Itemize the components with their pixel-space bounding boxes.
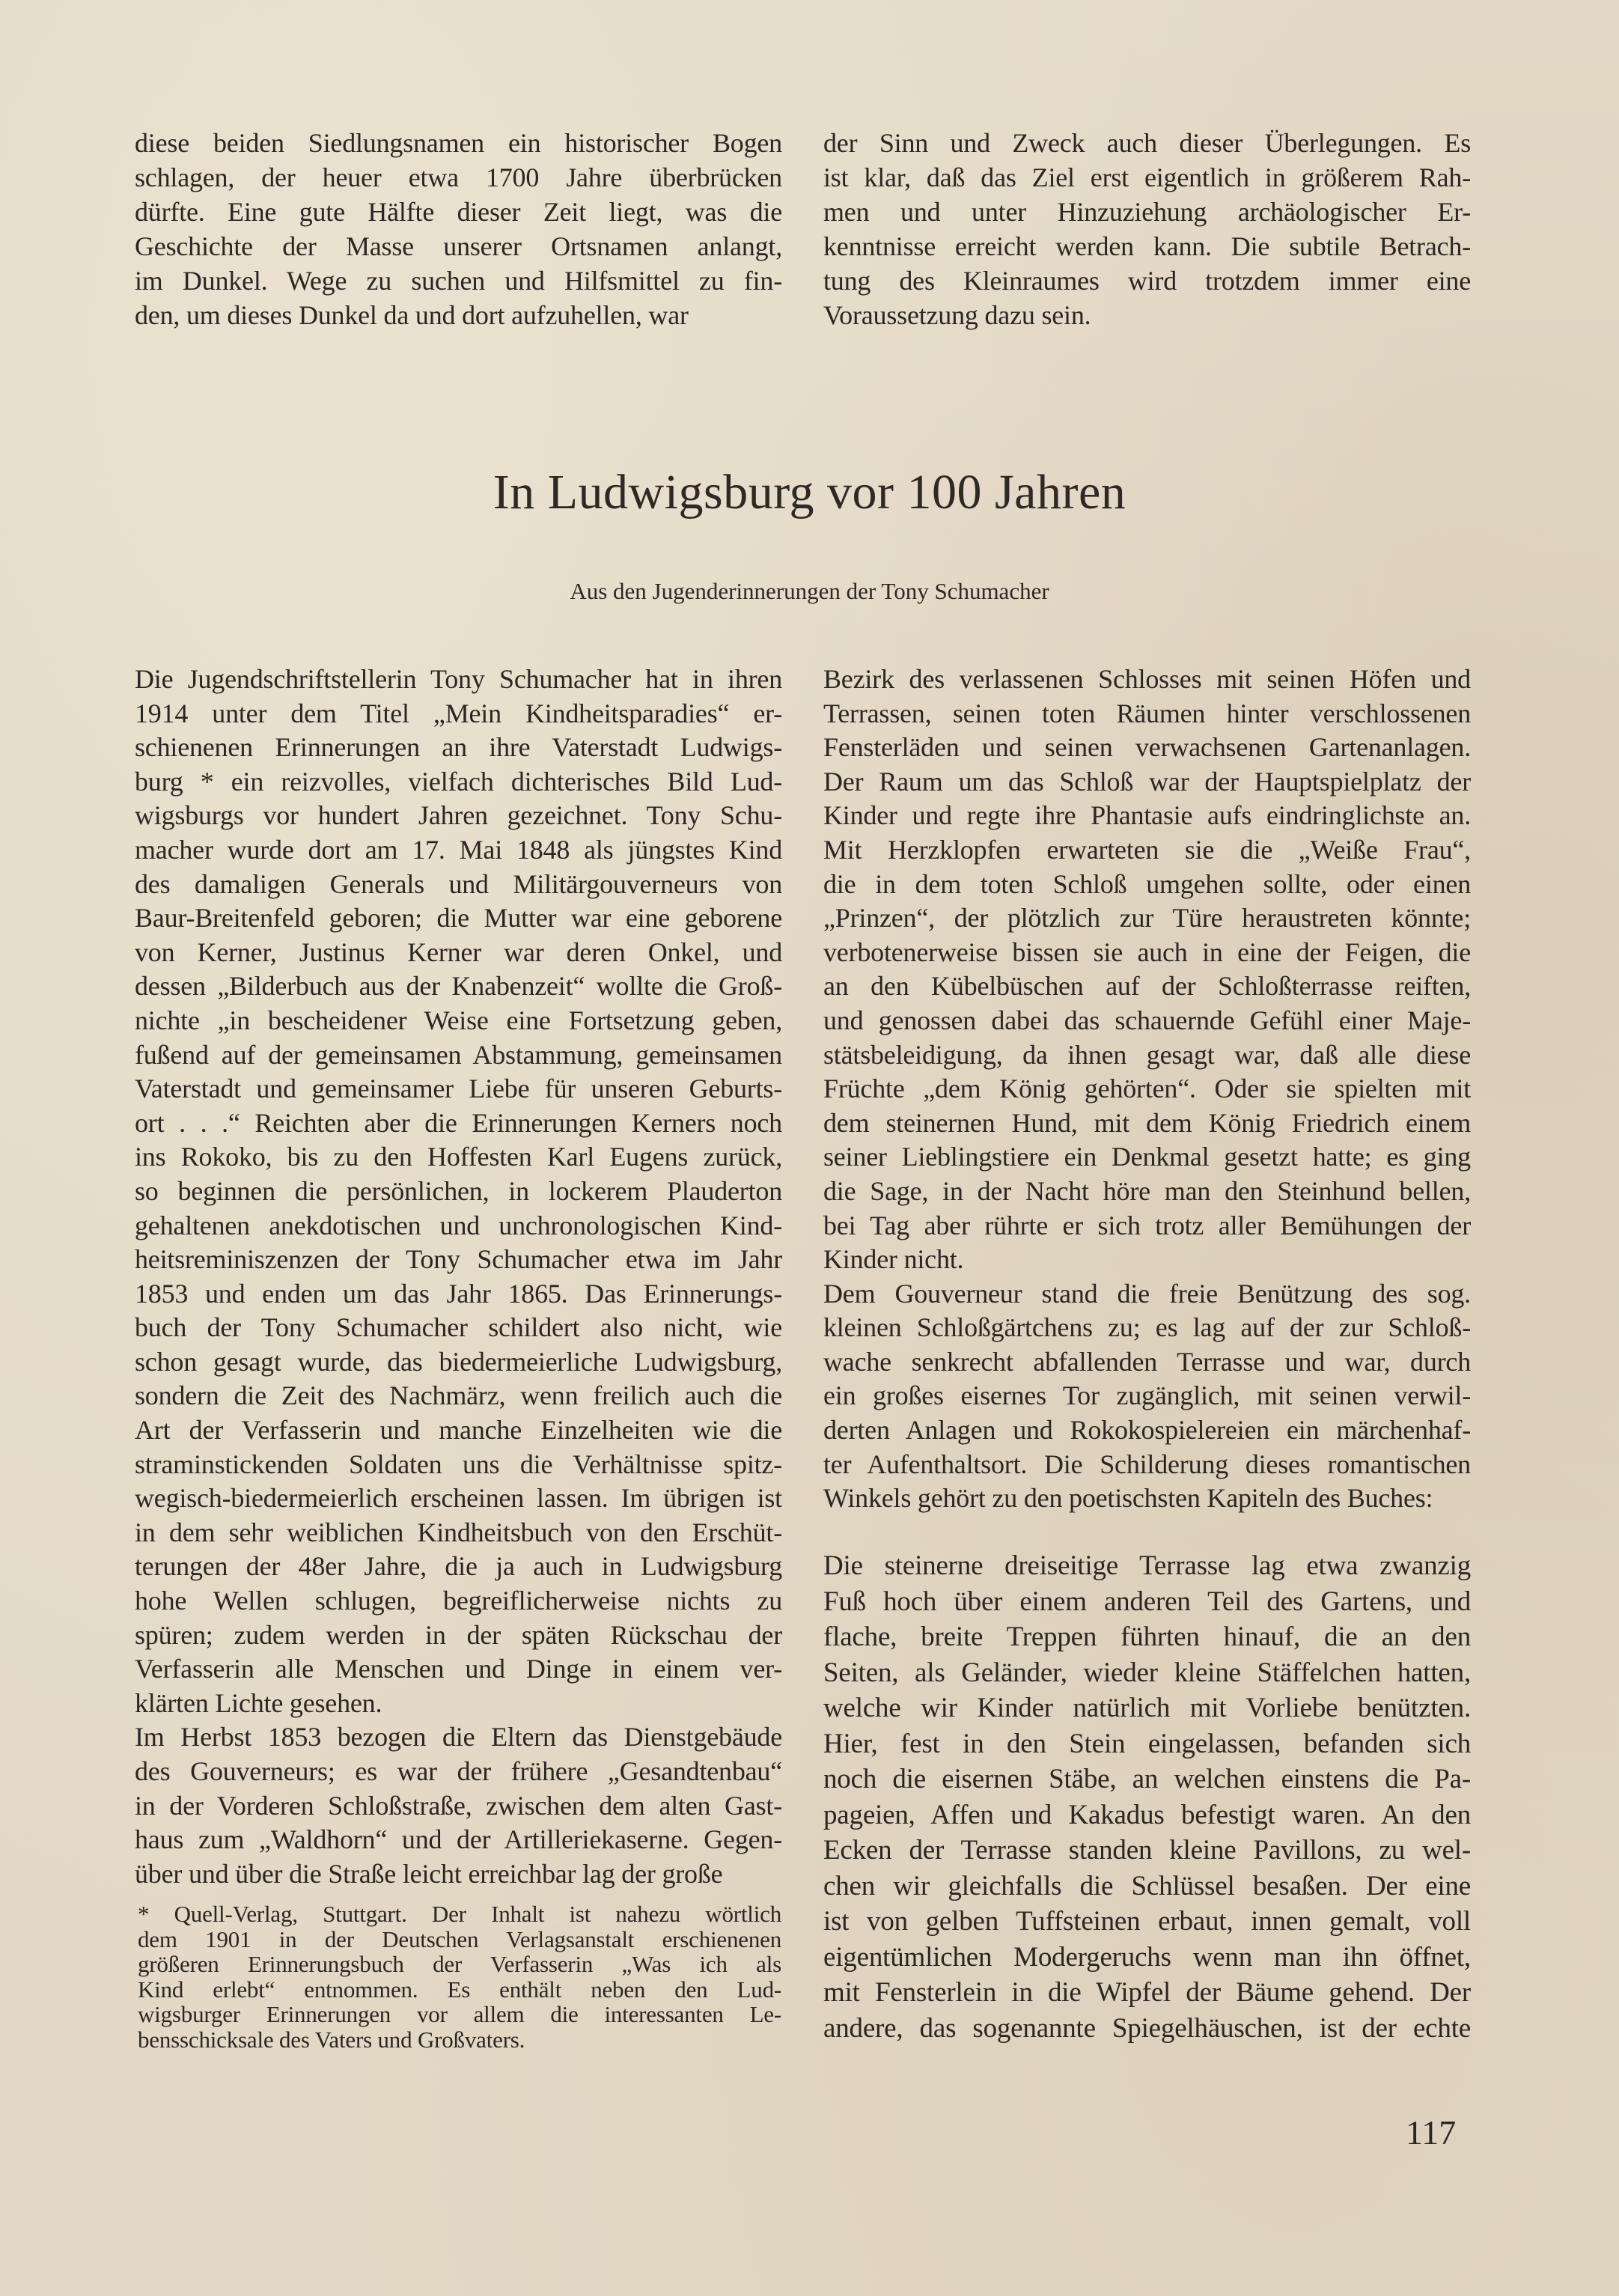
text-line: die Sage, in der Nacht höre man den Steinhund bellen, [823, 1175, 1471, 1206]
text-line: dürfte. Eine gute Hälfte dieser Zeit liegt, was die [135, 197, 782, 227]
text-line: chen wir gleichfalls die Schlüssel besaßen. Der eine [823, 1870, 1471, 1901]
text-line: wegisch-biedermeierlich erscheinen lassen. Im übrigen ist [135, 1483, 782, 1514]
text-line: mit Fensterlein in die Wipfel der Bäume gehend. Der [823, 1977, 1471, 2008]
text-line: des damaligen Generals und Militärgouverneurs von [135, 868, 782, 899]
text-line: wache senkrecht abfallenden Terrasse und war, durch [823, 1346, 1471, 1377]
text-line: verbotenerweise bissen sie auch in eine der Feigen, die [823, 937, 1471, 967]
text-line: Kinder und regte ihre Phantasie aufs eindringlichste an. [823, 800, 1471, 831]
text-line: „Prinzen“, der plötzlich zur Türe heraustreten könnte; [823, 903, 1471, 934]
text-line: an den Kübelbüschen auf der Schloßterrasse reiften, [823, 971, 1471, 1002]
text-line: gehaltenen anekdotischen und unchronologischen Kind- [135, 1210, 782, 1240]
text-line: des Gouverneurs; es war der frühere „Gesandtenbau“ [135, 1756, 782, 1786]
text-line: wigsburgs vor hundert Jahren gezeichnet. Tony Schu- [135, 800, 782, 831]
text-line: haus zum „Waldhorn“ und der Artilleriekaserne. Gegen- [135, 1824, 782, 1855]
text-line: schienenen Erinnerungen an ihre Vaterstadt Ludwigs- [135, 732, 782, 763]
text-line: Seiten, als Geländer, wieder kleine Stäffelchen hatten, [823, 1657, 1471, 1688]
text-line: sondern die Zeit des Nachmärz, wenn freilich auch die [135, 1380, 782, 1411]
text-line: im Dunkel. Wege zu suchen und Hilfsmittel zu fin- [135, 266, 782, 296]
text-line: straminstickenden Soldaten uns die Verhältnisse spitz- [135, 1449, 782, 1479]
text-line: Verfasserin alle Menschen und Dinge in einem ver- [135, 1654, 782, 1684]
page-number: 117 [1406, 2113, 1457, 2152]
text-line: ein großes eisernes Tor zugänglich, mit seinen verwil- [823, 1380, 1471, 1411]
text-line: Kinder nicht. [823, 1244, 964, 1275]
text-line: schon gesagt wurde, das biedermeierliche Ludwigsburg, [135, 1346, 782, 1377]
text-line: spüren; zudem werden in der späten Rückschau der [135, 1619, 782, 1650]
article-subtitle: Aus den Jugenderinnerungen der Tony Schumacher [570, 578, 1049, 604]
text-line: welche wir Kinder natürlich mit Vorliebe benützten. [823, 1693, 1471, 1723]
article-title: In Ludwigsburg vor 100 Jahren [493, 465, 1126, 520]
text-line: Winkels gehört zu den poetischsten Kapiteln des Buches: [823, 1483, 1433, 1514]
text-line: Vaterstadt und gemeinsamer Liebe für unseren Geburts- [135, 1074, 782, 1104]
text-line: Kind erlebt“ entnommen. Es enthält neben den Lud- [138, 1976, 781, 2003]
text-line: Im Herbst 1853 bezogen die Eltern das Dienstgebäude [135, 1722, 782, 1753]
text-line: * Quell-Verlag, Stuttgart. Der Inhalt ist nahezu wörtlich [138, 1901, 781, 1927]
text-line: schlagen, der heuer etwa 1700 Jahre überbrücken [135, 162, 782, 192]
text-line: ins Rokoko, bis zu den Hoffesten Karl Eugens zurück, [135, 1142, 782, 1172]
text-line: in der Vorderen Schloßstraße, zwischen dem alten Gast- [135, 1790, 782, 1821]
text-line: hohe Wellen schlugen, begreiflicherweise nichts zu [135, 1586, 782, 1616]
text-line: Terrassen, seinen toten Räumen hinter verschlossenen [823, 698, 1471, 728]
text-line: fußend auf der gemeinsamen Abstammung, gemeinsamen [135, 1039, 782, 1070]
text-line: dessen „Bilderbuch aus der Knabenzeit“ wollte die Groß- [135, 971, 782, 1002]
text-line: 1914 unter dem Titel „Mein Kindheitsparadies“ er- [135, 698, 782, 728]
text-line: kleinen Schloßgärtchens zu; es lag auf der zur Schloß- [823, 1312, 1471, 1343]
previous-article-left-column [135, 126, 782, 332]
text-line: tung des Kleinraumes wird trotzdem immer eine [823, 266, 1471, 296]
text-line: terungen der 48er Jahre, die ja auch in Ludwigsburg [135, 1551, 782, 1582]
text-line: die in dem toten Schloß umgehen sollte, oder einen [823, 868, 1471, 899]
text-line: Dem Gouverneur stand die freie Benützung des sog. [823, 1278, 1471, 1309]
text-line: den, um dieses Dunkel da und dort aufzuhellen, war [135, 300, 689, 330]
text-line: so beginnen die persönlichen, in lockerem Plauderton [135, 1175, 782, 1206]
text-line: nichte „in bescheidener Weise eine Fortsetzung geben, [135, 1005, 782, 1035]
text-line: von Kerner, Justinus Kerner war deren Onkel, und [135, 937, 782, 967]
text-line: Die steinerne dreiseitige Terrasse lag etwa zwanzig [823, 1550, 1471, 1581]
text-line: Baur-Breitenfeld geboren; die Mutter war eine geborene [135, 903, 782, 934]
text-line: stätsbeleidigung, da ihnen gesagt war, daß alle diese [823, 1039, 1471, 1070]
text-line: buch der Tony Schumacher schildert also nicht, wie [135, 1312, 782, 1343]
text-line: ort . . .“ Reichten aber die Erinnerungen Kerners noch [135, 1107, 782, 1138]
previous-article-right-column [823, 126, 1471, 332]
text-line: andere, das sogenannte Spiegelhäuschen, ist der echte [823, 2012, 1471, 2044]
text-line: men und unter Hinzuziehung archäologischer Er- [823, 197, 1471, 227]
text-line: noch die eisernen Stäbe, an welchen einstens die Pa- [823, 1764, 1471, 1794]
text-line: der Sinn und Zweck auch dieser Überlegungen. Es [823, 128, 1471, 158]
text-line: pageien, Affen und Kakadus befestigt waren. An den [823, 1799, 1471, 1830]
text-line: dem steinernen Hund, mit dem König Friedrich einem [823, 1107, 1471, 1138]
text-line: Art der Verfasserin und manche Einzelheiten wie die [135, 1415, 782, 1446]
text-line: 1853 und enden um das Jahr 1865. Das Erinnerungs- [135, 1278, 782, 1309]
text-line: Mit Herzklopfen erwarteten sie die „Weiße Frau“, [823, 834, 1471, 865]
text-line: diese beiden Siedlungsnamen ein historischer Bogen [135, 128, 782, 158]
text-line: kenntnisse erreicht werden kann. Die subtile Betrach- [823, 231, 1471, 261]
text-line: Bezirk des verlassenen Schlosses mit seinen Höfen und [823, 664, 1471, 694]
text-line: dem 1901 in der Deutschen Verlagsanstalt erschienenen [138, 1925, 781, 1952]
text-line: derten Anlagen und Rokokospielereien ein märchenhaf- [823, 1415, 1471, 1446]
text-line: Voraussetzung dazu sein. [823, 300, 1091, 330]
text-line: Hier, fest in den Stein eingelassen, befanden sich [823, 1728, 1471, 1759]
text-line: wigsburger Erinnerungen vor allem die interessanten Le- [138, 2001, 781, 2027]
text-line: Früchte „dem König gehörten“. Oder sie spielten mit [823, 1074, 1471, 1104]
text-line: Die Jugendschriftstellerin Tony Schumacher hat in ihren [135, 664, 782, 694]
text-line: Fuß hoch über einem anderen Teil des Gartens, und [823, 1586, 1471, 1617]
text-line: burg * ein reizvolles, vielfach dichterisches Bild Lud- [135, 766, 782, 797]
text-line: heitsreminiszenzen der Tony Schumacher etwa im Jahr [135, 1244, 782, 1275]
text-line: bensschicksale des Vaters und Großvaters. [138, 2026, 525, 2053]
text-line: seiner Lieblingstiere ein Denkmal gesetzt hatte; es ging [823, 1142, 1471, 1172]
text-line: macher wurde dort am 17. Mai 1848 als jüngstes Kind [135, 834, 782, 865]
text-line: bei Tag aber rührte er sich trotz aller Bemühungen der [823, 1210, 1471, 1240]
text-line: ist von gelben Tuffsteinen erbaut, innen gemalt, voll [823, 1906, 1471, 1937]
text-line: eigentümlichen Modergeruchs wenn man ihn öffnet, [823, 1941, 1471, 1973]
text-line: Fensterläden und seinen verwachsenen Gartenanlagen. [823, 732, 1471, 763]
text-line: Der Raum um das Schloß war der Hauptspielplatz der [823, 766, 1471, 797]
text-line: ist klar, daß das Ziel erst eigentlich in größerem Rah- [823, 162, 1471, 192]
text-line: klärten Lichte gesehen. [135, 1687, 382, 1718]
text-line: Ecken der Terrasse standen kleine Pavillons, zu wel- [823, 1835, 1471, 1866]
article-right-column [823, 663, 1471, 1516]
text-line: Geschichte der Masse unserer Ortsnamen anlangt, [135, 231, 782, 261]
text-line: und genossen dabei das schauernde Gefühl einer Maje- [823, 1005, 1471, 1035]
footnote [138, 1901, 781, 2052]
article-left-column [135, 663, 782, 1891]
article-quote-block [823, 1548, 1471, 2046]
text-line: in dem sehr weiblichen Kindheitsbuch von den Erschüt- [135, 1517, 782, 1547]
text-line: größeren Erinnerungsbuch der Verfasserin „Was ich als [138, 1951, 781, 1977]
text-line: flache, breite Treppen führten hinauf, die an den [823, 1621, 1471, 1652]
text-line: ter Aufenthaltsort. Die Schilderung dieses romantischen [823, 1449, 1471, 1479]
text-line: über und über die Straße leicht erreichbar lag der große [135, 1858, 723, 1889]
